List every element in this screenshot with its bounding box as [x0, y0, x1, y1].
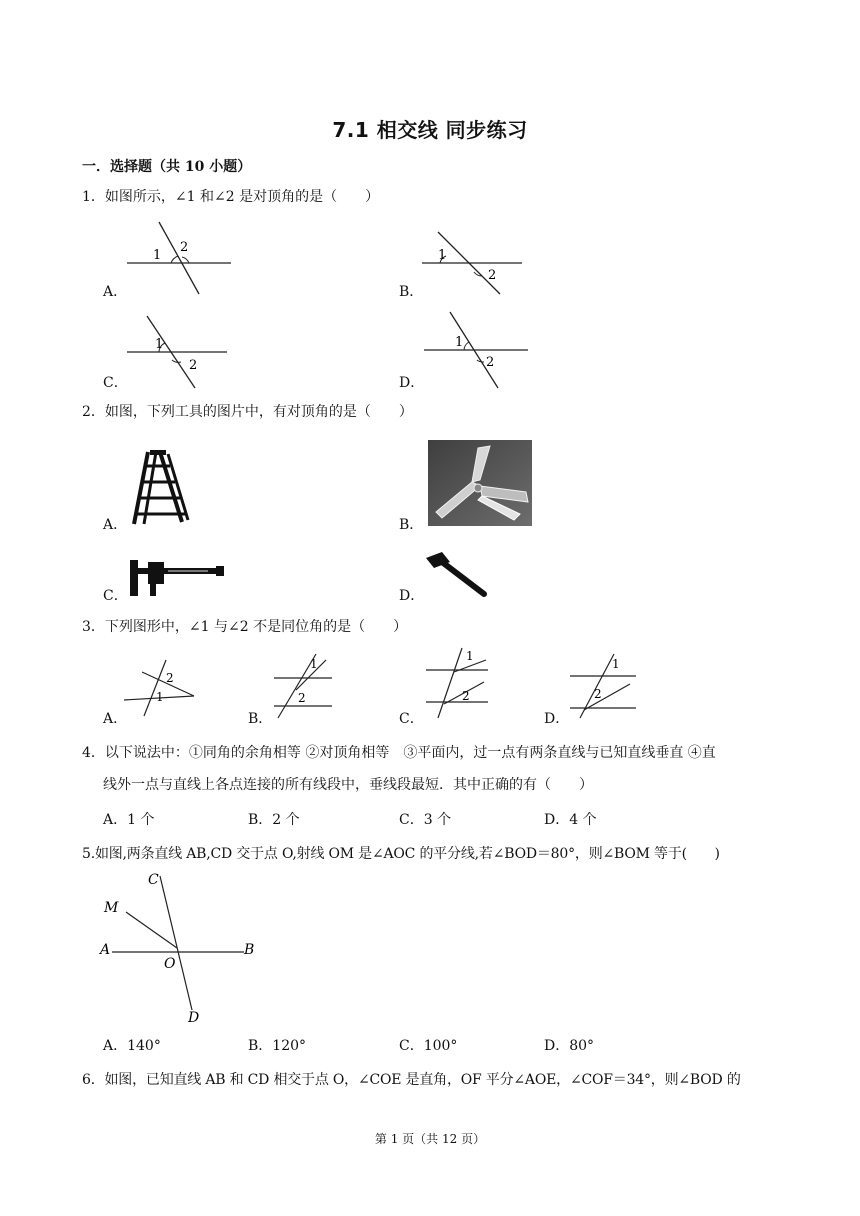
q4-answer-a[interactable]: A．1 个: [103, 812, 155, 828]
q4-answer-b[interactable]: B．2 个: [248, 812, 300, 828]
q2-option-a-label[interactable]: A．: [103, 517, 128, 533]
question-6-stem: 6．如图，已知直线 AB 和 CD 相交于点 O，∠COE 是直角，OF 平分∠AOE，∠COF＝34°，则∠BOD 的: [82, 1072, 741, 1088]
question-4-line-1: 4．以下说法中：①同角的余角相等 ②对顶角相等 ③平面内，过一点有两条直线与已知直线垂直 ④直: [82, 745, 716, 761]
q3a-angle-1-label: 1: [156, 690, 164, 704]
q1d-angle-2-label: 2: [486, 355, 495, 370]
q3-option-a-label[interactable]: A．: [103, 711, 128, 727]
q1-figure-b: [420, 228, 530, 298]
q1-figure-a: [125, 218, 235, 298]
q5-point-m-label: M: [104, 900, 119, 916]
question-1-stem: 1．如图所示，∠1 和∠2 是对顶角的是（ ）: [82, 189, 380, 205]
q5-point-c-label: C: [148, 872, 159, 888]
q4-answer-d[interactable]: D．4 个: [544, 812, 597, 828]
q5-answer-a[interactable]: A．140°: [103, 1038, 161, 1054]
question-3-stem: 3．下列图形中，∠1 与∠2 不是同位角的是（ ）: [82, 619, 408, 635]
q1-figure-c: [125, 314, 235, 390]
q2-option-d-label[interactable]: D．: [399, 588, 425, 604]
q1d-angle-1-label: 1: [455, 335, 464, 350]
q5-point-b-label: B: [244, 942, 255, 958]
question-2-stem: 2．如图，下列工具的图片中，有对顶角的是（ ）: [82, 404, 413, 420]
q3d-angle-1-label: 1: [612, 657, 620, 671]
q1-option-c-label[interactable]: C．: [103, 375, 128, 391]
q3-figure-b: [272, 652, 336, 720]
q1-option-b-label[interactable]: B．: [399, 284, 424, 300]
q3b-angle-2-label: 2: [298, 691, 306, 705]
q2-ladder-image: [130, 450, 192, 528]
q5-answer-b[interactable]: B．120°: [248, 1038, 307, 1054]
q3c-angle-2-label: 2: [462, 689, 470, 703]
q1b-angle-1-label: 1: [438, 248, 447, 263]
q2-option-c-label[interactable]: C．: [103, 588, 128, 604]
q5-point-o-label: O: [164, 956, 176, 972]
q2-option-b-label[interactable]: B．: [399, 517, 424, 533]
q1c-angle-2-label: 2: [189, 358, 198, 373]
q3-figure-c: [424, 646, 492, 720]
section-heading: 一．选择题（共 10 小题）: [82, 159, 252, 175]
q3-figure-d: [568, 652, 640, 720]
question-5-stem: 5.如图,两条直线 AB,CD 交于点 O,射线 OM 是∠AOC 的平分线,若∠BOD＝80°，则∠BOM 等于( ): [82, 846, 720, 862]
page-footer: 第 1 页（共 12 页）: [374, 1132, 486, 1146]
page-title: 7.1 相交线 同步练习: [332, 118, 528, 142]
q2-caliper-image: [128, 556, 226, 598]
q2-hammer-image: [424, 548, 490, 600]
q1a-angle-1-label: 1: [153, 248, 162, 263]
q1b-angle-2-label: 2: [488, 268, 497, 283]
q3-option-d-label[interactable]: D．: [544, 711, 570, 727]
q3a-angle-2-label: 2: [166, 671, 174, 685]
q1-figure-d: [422, 310, 532, 390]
q3c-angle-1-label: 1: [466, 649, 474, 663]
q5-point-a-label: A: [100, 942, 111, 958]
q5-answer-c[interactable]: C．100°: [399, 1038, 458, 1054]
q1c-angle-1-label: 1: [155, 337, 164, 352]
q3-option-c-label[interactable]: C．: [399, 711, 424, 727]
q5-answer-d[interactable]: D．80°: [544, 1038, 595, 1054]
q1-option-d-label[interactable]: D．: [399, 375, 425, 391]
q3d-angle-2-label: 2: [594, 687, 602, 701]
q5-figure: [100, 868, 270, 1026]
q3b-angle-1-label: 1: [310, 657, 318, 671]
q5-point-d-label: D: [188, 1010, 200, 1026]
q3-figure-a: [122, 656, 198, 720]
question-4-line-2: 线外一点与直线上各点连接的所有线段中，垂线段最短．其中正确的有（ ）: [103, 777, 593, 793]
q1-option-a-label[interactable]: A．: [103, 284, 128, 300]
q4-answer-c[interactable]: C．3 个: [399, 812, 452, 828]
q1a-angle-2-label: 2: [180, 240, 189, 255]
q3-option-b-label[interactable]: B．: [248, 711, 273, 727]
q2-pliers-image: [428, 440, 532, 526]
